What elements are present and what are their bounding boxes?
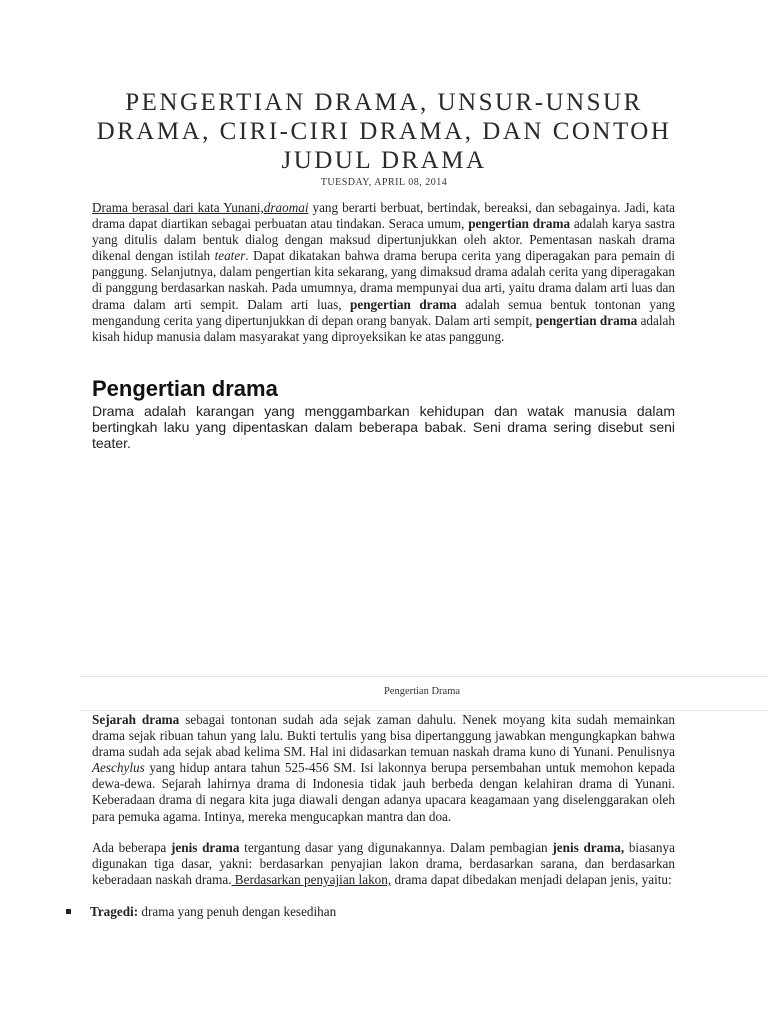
definition-paragraph: Drama adalah karangan yang menggambarkan kehidupan dan watak manusia dalam bertingkah laku yang dipentaskan dalam beberapa babak. Seni drama sering disebut seni teater. (92, 403, 675, 451)
image-bottom-divider (80, 710, 768, 711)
image-top-divider (80, 676, 768, 677)
intro-paragraph: Drama berasal dari kata Yunani,draomai yang berarti berbuat, bertindak, bereaksi, dan sebagainya. Jadi, kata drama dapat diartikan sebagai perbuatan atau tindakan. Seraca umum, pengertian drama adalah karya sastra yang ditulis dalam bentuk dialog dengan maksud dipertunjukkan oleh aktor. Pementasan naskah drama dikenal dengan istilah teater. Dapat dikatakan bahwa drama berupa cerita yang diperagakan para pemain di panggung. Selanjutnya, dalam pengertian kita sekarang, yang dimaksud drama adalah cerita yang diperagakan di panggung berdasarkan naskah. Pada umumnya, drama mempunyai dua arti, yaitu drama dalam arti luas dan drama dalam arti sempit. Dalam arti luas, pengertian drama adalah semua bentuk tontonan yang mengandung cerita yang dipertunjukkan di depan orang banyak. Dalam arti sempit, pengertian drama adalah kisah hidup manusia dalam masyarakat yang diproyeksikan ke atas panggung. (92, 200, 675, 344)
intro-link-drama[interactable]: Drama berasal dari kata Yunani,draomai (92, 200, 309, 215)
page-title: PENGERTIAN DRAMA, UNSUR-UNSUR DRAMA, CIRI-CIRI DRAMA, DAN CONTOH JUDUL DRAMA (96, 89, 672, 174)
types-link-lakon[interactable]: Berdasarkan penyajian lakon, (231, 872, 392, 888)
square-bullet-icon (66, 909, 71, 914)
history-paragraph: Sejarah drama sebagai tontonan sudah ada sejak zaman dahulu. Nenek moyang kita sudah memainkan drama sejak ribuan tahun yang lalu. Bukti tertulis yang bisa dipertanggung jawabkan mengungkapkan bahwa drama sudah ada sejak abad kelima SM. Hal ini didasarkan temuan naskah drama kuno di Yunani. Penulisnya Aeschylus yang hidup antara tahun 525-456 SM. Isi lakonnya berupa persembahan untuk memohon kepada dewa-dewa. Sejarah lahirnya drama di Indonesia tidak jauh berbeda dengan kelahiran drama di Yunani. Keberadaan drama di negara kita juga diawali dengan adanya upacara keagamaan yang diselenggarakan oleh para pemuka agama. Intinya, mereka mengucapkan mantra dan doa. (92, 712, 675, 824)
types-paragraph: Ada beberapa jenis drama tergantung dasar yang digunakannya. Dalam pembagian jenis drama, biasanya digunakan tiga dasar, yakni: berdasarkan penyajian lakon drama, berdasarkan sarana, dan berdasarkan keberadaan naskah drama. Berdasarkan penyajian lakon, drama dapat dibedakan menjadi delapan jenis, yaitu: (92, 840, 675, 888)
list-item: Tragedi: drama yang penuh dengan kesedihan (66, 904, 666, 920)
image-caption: Pengertian Drama (383, 686, 461, 697)
section-heading: Pengertian drama (92, 376, 278, 401)
post-date: TUESDAY, APRIL 08, 2014 (320, 177, 448, 188)
